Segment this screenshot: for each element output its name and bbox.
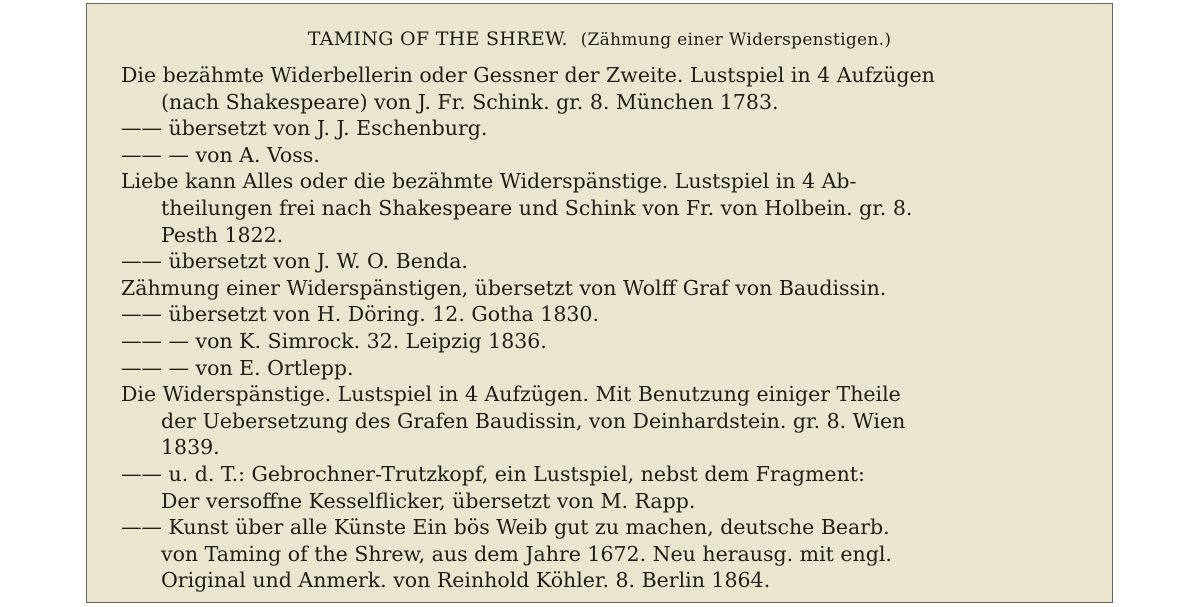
text-line: theilungen frei nach Shakespeare und Schink von Fr. von Holbein. gr. 8. [161,195,913,220]
text-line: —— — von E. Ortlepp. [121,355,354,380]
text-line: Zähmung einer Widerspänstigen, übersetzt von Wolff Graf von Baudissin. [121,275,887,300]
text-line: —— — von K. Simrock. 32. Leipzig 1836. [121,328,547,353]
text-line: Der versoffne Kesselflicker, übersetzt von M. Rapp. [161,488,696,513]
text-line: (nach Shakespeare) von J. Fr. Schink. gr. 8. München 1783. [161,89,779,114]
text-line: Original und Anmerk. von Reinhold Köhler. 8. Berlin 1864. [161,568,771,593]
scanned-page [86,3,1113,603]
text-line: —— u. d. T.: Gebrochner-Trutzkopf, ein Lustspiel, nebst dem Fragment: [121,461,865,486]
text-line: —— übersetzt von J. W. O. Benda. [121,249,468,274]
bibliography-list [121,62,1096,594]
text-line: Pesth 1822. [161,222,284,247]
title-main: TAMING OF THE SHREW. [307,28,568,50]
text-line: von Taming of the Shrew, aus dem Jahre 1672. Neu herausg. mit engl. [161,541,892,566]
title-subtitle: (Zähmung einer Widerspenstigen.) [580,30,892,50]
text-line: —— übersetzt von H. Döring. 12. Gotha 1830. [121,302,599,327]
text-line: Liebe kann Alles oder die bezähmte Widerspänstige. Lustspiel in 4 Ab- [121,169,857,194]
page-title [87,28,1112,50]
text-line: der Uebersetzung des Grafen Baudissin, von Deinhardstein. gr. 8. Wien [161,408,906,433]
text-line: Die bezähmte Widerbellerin oder Gessner der Zweite. Lustspiel in 4 Aufzügen [121,63,935,87]
text-line: —— übersetzt von J. J. Eschenburg. [121,116,488,141]
text-line: Die Widerspänstige. Lustspiel in 4 Aufzügen. Mit Benutzung einiger Theile [121,382,901,407]
text-line: —— Kunst über alle Künste Ein bös Weib gut zu machen, deutsche Bearb. [121,515,890,540]
text-line: —— — von A. Voss. [121,142,320,167]
text-line: 1839. [161,435,220,460]
